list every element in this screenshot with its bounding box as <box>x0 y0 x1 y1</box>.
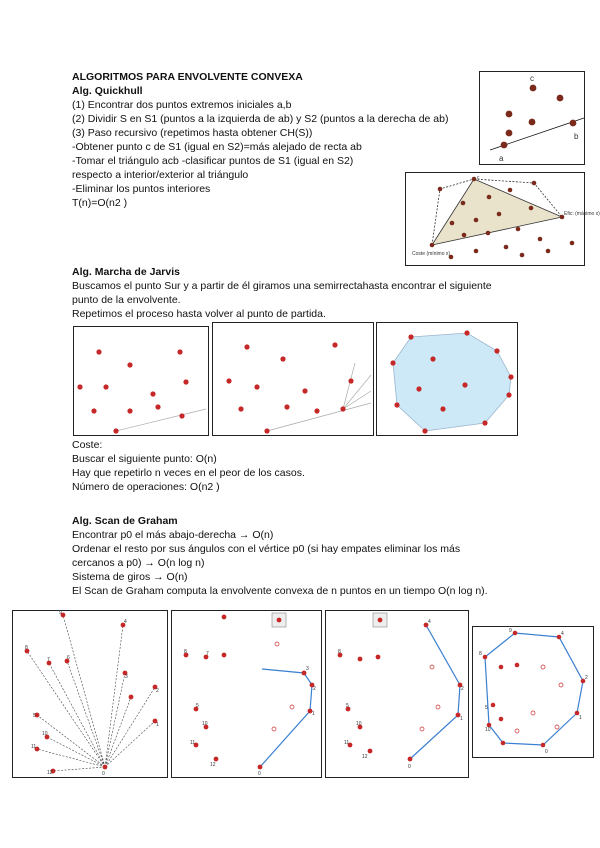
text-line: punto de la envolvente. <box>72 294 181 306</box>
point-label: 12 <box>362 754 368 760</box>
point-a <box>501 142 508 149</box>
point-label: 0 <box>102 771 105 777</box>
point-label: 4 <box>561 631 564 637</box>
point-label: 12 <box>47 770 53 776</box>
point-b <box>570 120 577 127</box>
point-label: 8 <box>184 649 187 655</box>
point <box>529 119 536 126</box>
label-a: a <box>499 154 504 163</box>
point-label: 1 <box>579 715 582 721</box>
point-label: 1 <box>156 722 159 728</box>
jarvis-figure-points <box>73 326 209 436</box>
text-line: Buscar el siguiente punto: O(n) <box>72 453 217 465</box>
text-line: -Obtener punto c de S1 (igual en S2)=más alejado de recta ab <box>72 141 362 153</box>
point-label: 2 <box>461 686 464 692</box>
point <box>557 95 564 102</box>
point-label: 5 <box>196 703 199 709</box>
point-label: 3 <box>306 666 309 672</box>
graham-figure-step1 <box>171 610 322 778</box>
quickhull-figure-triangle <box>405 172 600 266</box>
points <box>77 349 188 433</box>
text-line: (1) Encontrar dos puntos extremos iniciales a,b <box>72 99 292 111</box>
quickhull-figure-split <box>479 71 585 165</box>
text-line: -Tomar el triángulo acb -clasificar puntos de S1 (igual en S2) <box>72 155 354 167</box>
graham-figure-hull <box>472 626 594 758</box>
label-b: b <box>574 132 579 141</box>
point-label: 5 <box>485 705 488 711</box>
point-label: 12 <box>210 762 216 768</box>
point-label: 8 <box>479 651 482 657</box>
hull <box>485 633 583 745</box>
point-label: 10 <box>485 727 491 733</box>
points <box>483 631 586 748</box>
text-line: Coste: <box>72 439 103 451</box>
point-label: 6 <box>67 655 70 661</box>
hull <box>393 333 511 431</box>
point-label: 10 <box>42 731 48 737</box>
point <box>506 111 513 118</box>
hull-chain <box>410 625 460 759</box>
page-title: ALGORITMOS PARA ENVOLVENTE CONVEXA <box>72 71 303 83</box>
point-label: 11 <box>190 740 196 746</box>
text-line: Hay que repetirlo n veces en el peor de los casos. <box>72 467 305 479</box>
point-label: 8 <box>338 649 341 655</box>
point-c <box>530 85 537 92</box>
point-label: 2 <box>585 675 588 681</box>
points <box>25 613 158 774</box>
text-line: El Scan de Graham computa la envolvente convexa de n puntos en un tiempo O(n log n). <box>72 585 488 597</box>
point-label: 4 <box>124 619 127 625</box>
label-c: c <box>530 74 534 83</box>
text-line: (3) Paso recursivo (repetimos hasta obtener CH(S)) <box>72 127 313 139</box>
point-label: 5 <box>346 703 349 709</box>
jarvis-heading: Alg. Marcha de Jarvis <box>72 266 180 278</box>
text-line: (2) Dividir S en S1 (puntos a la izquierda de ab) y S2 (puntos a la derecha de ab) <box>72 113 449 125</box>
point-label: 10 <box>202 721 208 727</box>
points <box>226 342 353 433</box>
graham-figure-step2 <box>325 610 469 778</box>
text-line: Buscamos el punto Sur y a partir de él giramos una semirrectahasta encontrar el siguiente <box>72 280 492 292</box>
point-label: 1 <box>460 716 463 722</box>
hull-chain <box>260 669 312 767</box>
text-line: cercanos a p0) → O(n log n) <box>72 557 205 569</box>
point-label: 1 <box>312 711 315 717</box>
point <box>506 130 513 137</box>
text-line: Ordenar el resto por sus ángulos con el vértice p0 (si hay empates eliminar los más <box>72 543 461 555</box>
text-line: Repetimos el proceso hasta volver al punto de partida. <box>72 308 326 320</box>
quickhull-heading: Alg. Quickhull <box>72 85 143 97</box>
text-line: Número de operaciones: O(n2 ) <box>72 481 220 493</box>
point-label: 0 <box>408 764 411 770</box>
label-left: Coste (mínimo x) <box>412 251 451 257</box>
label-right: Efic: (máximo x) <box>564 211 600 217</box>
points <box>184 615 315 770</box>
point-label: 5 <box>33 713 36 719</box>
points <box>338 618 463 762</box>
graham-heading: Alg. Scan de Graham <box>72 515 178 527</box>
point-label: 9 <box>59 610 62 616</box>
jarvis-figure-rays <box>212 322 374 436</box>
point-label: 0 <box>258 771 261 777</box>
text-line: Encontrar p0 el más abajo-derecha → O(n) <box>72 529 274 541</box>
point-label: 7 <box>47 657 50 663</box>
point-label: 4 <box>428 619 431 625</box>
graham-figure-sort <box>12 610 168 778</box>
point-label: 7 <box>206 651 209 657</box>
label-c: c <box>477 175 480 181</box>
point-label: 3 <box>125 674 128 680</box>
point-label: 11 <box>31 744 37 750</box>
point-label: 9 <box>509 628 512 634</box>
point-label: 0 <box>545 749 548 755</box>
jarvis-figure-hull <box>376 322 518 436</box>
point-label: 8 <box>25 645 28 651</box>
text-line: Sistema de giros → O(n) <box>72 571 188 583</box>
text-line: -Eliminar los puntos interiores <box>72 183 211 195</box>
text-line: T(n)=O(n2 ) <box>72 197 128 209</box>
point-label: 10 <box>356 721 362 727</box>
point-label: 2 <box>313 686 316 692</box>
text-line: respecto a interior/exterior al triángulo <box>72 169 249 181</box>
point-label: 2 <box>156 688 159 694</box>
point-label: 11 <box>344 740 350 746</box>
